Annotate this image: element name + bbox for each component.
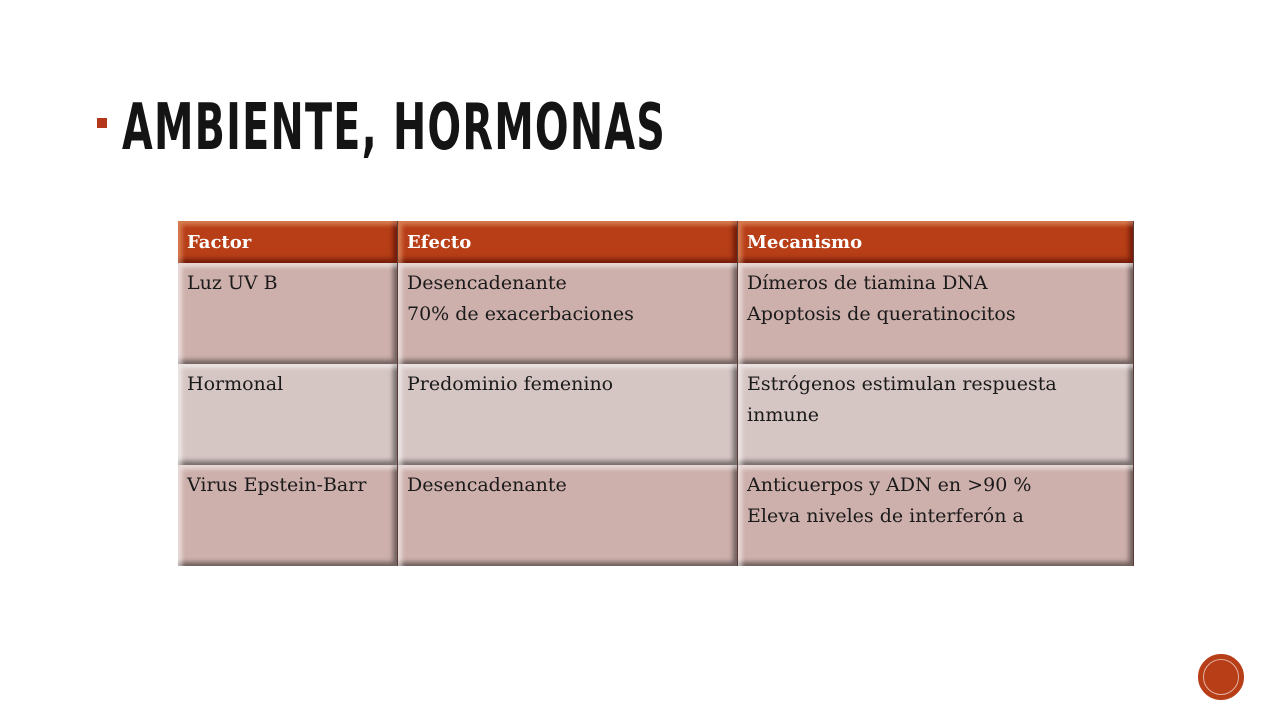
cell-text: Apoptosis de queratinocitos bbox=[747, 303, 1016, 325]
cell-text: Anticuerpos y ADN en >90 % bbox=[747, 474, 1032, 496]
cell-efecto bbox=[398, 364, 738, 465]
cell-efecto bbox=[398, 263, 738, 364]
cell-factor bbox=[178, 465, 398, 566]
table-row bbox=[178, 364, 1134, 465]
cell-text: Dímeros de tiamina DNA bbox=[747, 272, 988, 294]
cell-text: Desencadenante bbox=[407, 272, 567, 294]
cell-factor bbox=[178, 263, 398, 364]
cell-text: Luz UV B bbox=[187, 272, 278, 294]
cell-text: Eleva niveles de interferón a bbox=[747, 505, 1024, 527]
cell-factor bbox=[178, 364, 398, 465]
slide-title: AMBIENTE, HORMONAS bbox=[122, 91, 667, 165]
cell-text: Desencadenante bbox=[407, 474, 567, 496]
cell-mecanismo bbox=[738, 364, 1134, 465]
table-row bbox=[178, 263, 1134, 364]
header-factor: Factor bbox=[178, 221, 398, 263]
cell-mecanismo bbox=[738, 263, 1134, 364]
cell-efecto bbox=[398, 465, 738, 566]
header-efecto: Efecto bbox=[398, 221, 738, 263]
cell-text: Virus Epstein-Barr bbox=[187, 474, 367, 496]
cell-text: Hormonal bbox=[187, 373, 284, 395]
table-row bbox=[178, 465, 1134, 566]
cell-text: Estrógenos estimulan respuesta inmune bbox=[747, 373, 1063, 426]
table-header-row bbox=[178, 221, 1134, 263]
cell-text: 70% de exacerbaciones bbox=[407, 303, 634, 325]
title-bullet-marker bbox=[97, 118, 107, 128]
factors-table bbox=[178, 221, 1134, 566]
cell-mecanismo bbox=[738, 465, 1134, 566]
cell-text: Predominio femenino bbox=[407, 373, 614, 395]
circle-nav-icon[interactable] bbox=[1198, 654, 1244, 700]
header-mecanismo: Mecanismo bbox=[738, 221, 1134, 263]
